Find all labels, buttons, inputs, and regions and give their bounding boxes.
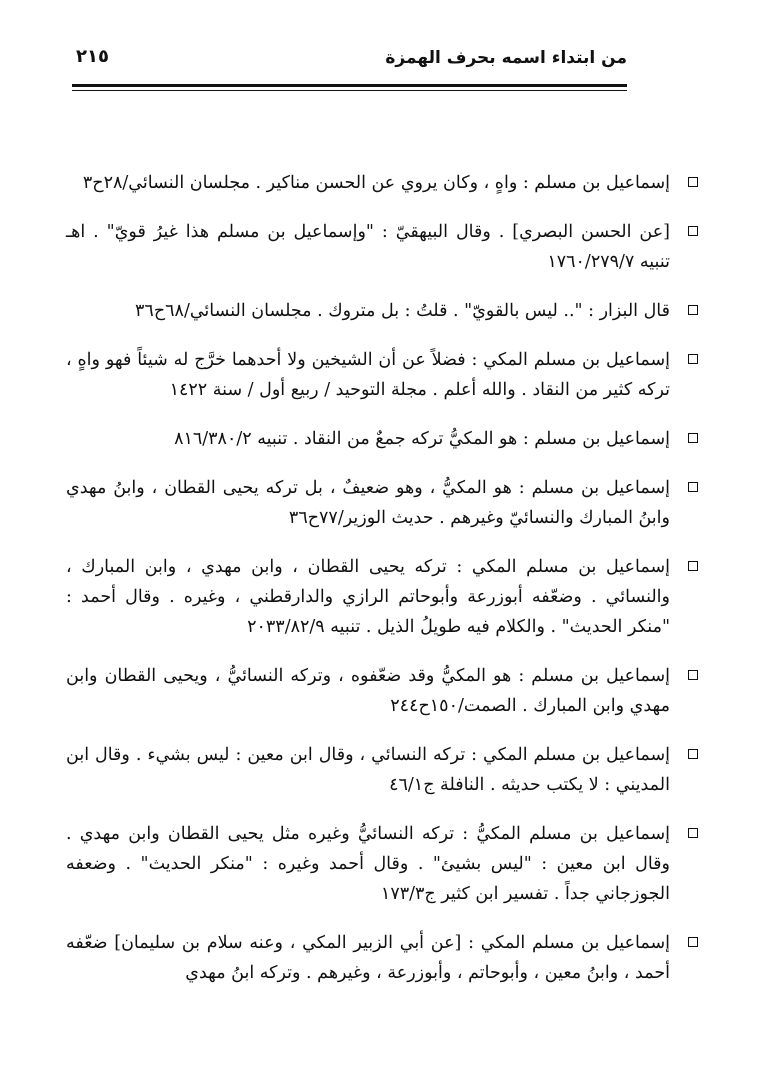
checkbox-bullet-icon	[688, 305, 698, 315]
list-item	[66, 552, 700, 642]
header-rule-thin	[72, 90, 627, 91]
list-item	[66, 473, 700, 533]
list-item	[66, 217, 700, 277]
entry-list	[66, 168, 700, 1007]
entry-text: إسماعيل بن مسلم : هو المكيُّ ، وهو ضعيفٌ ، بل تركه يحيى القطان ، وابنُ مهدي وابنُ المبارك والنسائيّ وغيرهم . حديث الوزير/٧٧ح٣٦	[66, 478, 670, 528]
page-header	[72, 44, 627, 76]
entry-text: إسماعيل بن مسلم : هو المكيُّ وقد ضعّفوه ، وتركه النسائيُّ ، ويحيى القطان وابن مهدي وابن المبارك . الصمت/١٥٠ح٢٤٤	[66, 666, 670, 716]
checkbox-bullet-icon	[688, 828, 698, 838]
checkbox-bullet-icon	[688, 482, 698, 492]
running-title: من ابتداء اسمه بحرف الهمزة	[385, 48, 627, 68]
checkbox-bullet-icon	[688, 226, 698, 236]
list-item	[66, 740, 700, 800]
entry-text: [عن الحسن البصري] . وقال البيهقيّ : "وإسماعيل بن مسلم هذا غيرُ قويّ" . اهـ تنبيه ١٧٦٠/٢٧٩/٧	[66, 222, 670, 272]
checkbox-bullet-icon	[688, 177, 698, 187]
list-item	[66, 819, 700, 909]
entry-text: قال البزار : ".. ليس بالقويّ" . قلتُ : بل متروك . مجلسان النسائي/٦٨ح٣٦	[135, 301, 670, 321]
list-item	[66, 168, 700, 198]
entry-text: إسماعيل بن مسلم المكي : تركه النسائي ، وقال ابن معين : ليس بشيء . وقال ابن المديني : لا يكتب حديثه . النافلة ج٤٦/١	[66, 745, 670, 795]
checkbox-bullet-icon	[688, 670, 698, 680]
list-item	[66, 928, 700, 988]
list-item	[66, 296, 700, 326]
entry-text: إسماعيل بن مسلم : هو المكيُّ تركه جمعٌ من النقاد . تنبيه ٨١٦/٣٨٠/٢	[174, 429, 670, 449]
list-item	[66, 424, 700, 454]
page-number: ٢١٥	[76, 46, 109, 67]
checkbox-bullet-icon	[688, 561, 698, 571]
entry-text: إسماعيل بن مسلم : واهٍ ، وكان يروي عن الحسن مناكير . مجلسان النسائي/٢٨ح٣	[82, 173, 670, 193]
list-item	[66, 345, 700, 405]
checkbox-bullet-icon	[688, 354, 698, 364]
entry-text: إسماعيل بن مسلم المكي : فضلاً عن أن الشيخين ولا أحدهما خرَّج له شيئاً فهو واهٍ ، تركه كثير من النقاد . والله أعلم . مجلة التوحيد / ربيع أول / سنة ١٤٢٢	[66, 350, 670, 400]
checkbox-bullet-icon	[688, 749, 698, 759]
entry-text: إسماعيل بن مسلم المكي : تركه يحيى القطان ، وابن مهدي ، وابن المبارك ، والنسائي . وضعّفه أبوزرعة وأبوحاتم الرازي والدارقطني ، وغيره . وقال أحمد : "منكر الحديث" . والكلام فيه طويلُ الذيل . تنبيه ٢٠٣٣/٨٢/٩	[66, 557, 670, 637]
checkbox-bullet-icon	[688, 433, 698, 443]
header-rule-thick	[72, 84, 627, 87]
entry-text: إسماعيل بن مسلم المكي : [عن أبي الزبير المكي ، وعنه سلام بن سليمان] ضعّفه أحمد ، وابنُ معين ، وأبوحاتم ، وأبوزرعة ، وغيرهم . وتركه ابنُ مهدي	[66, 933, 670, 983]
list-item	[66, 661, 700, 721]
checkbox-bullet-icon	[688, 937, 698, 947]
entry-text: إسماعيل بن مسلم المكيُّ : تركه النسائيُّ وغيره مثل يحيى القطان وابن مهدي . وقال ابن معين : "ليس بشيئ" . وقال أحمد وغيره : "منكر الحديث" . وضعفه الجوزجاني جداً . تفسير ابن كثير ج١٧٣/٣	[66, 824, 670, 904]
